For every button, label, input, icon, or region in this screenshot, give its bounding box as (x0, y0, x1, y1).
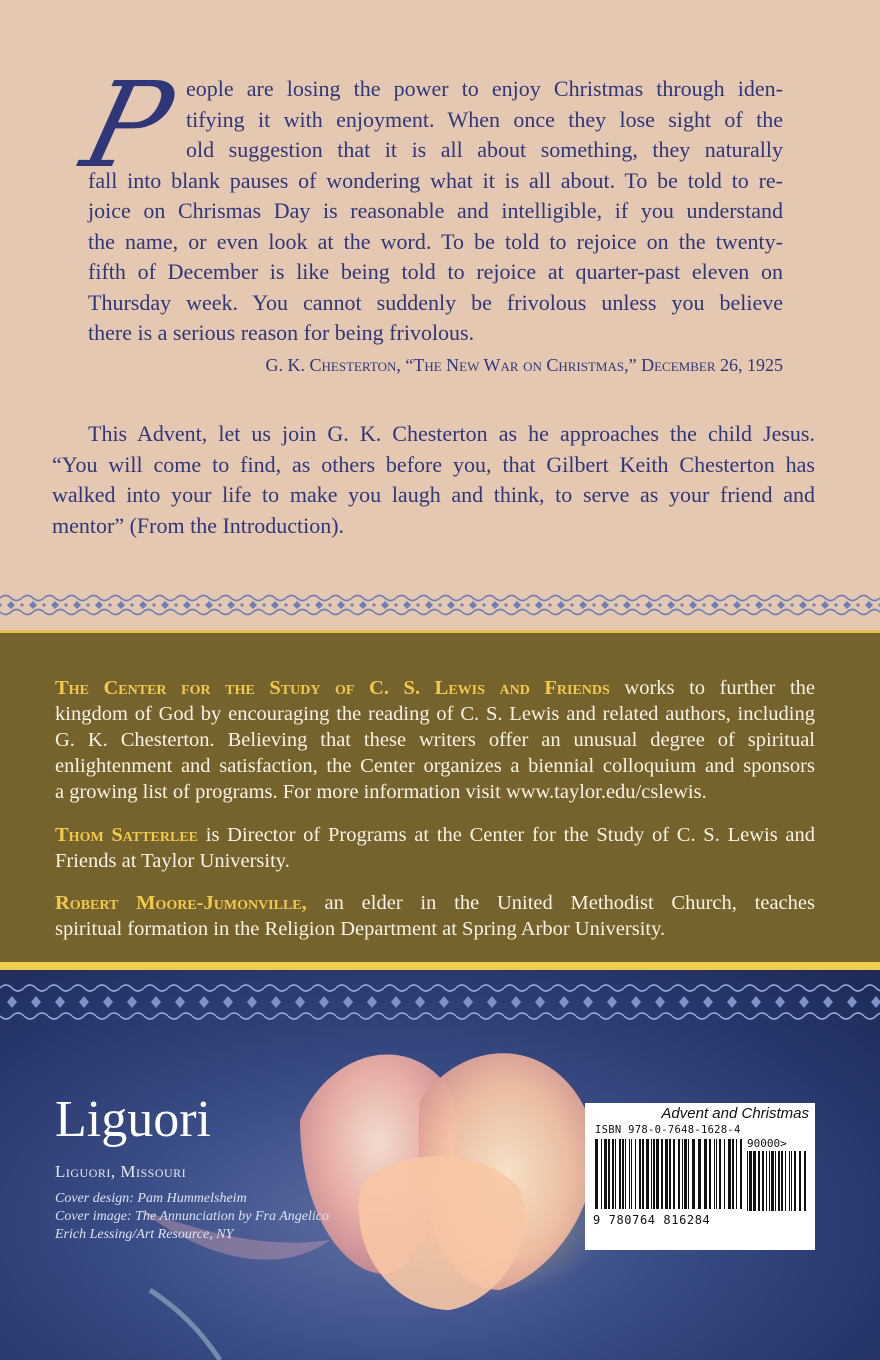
barcode-bar (775, 1151, 776, 1211)
quote-attribution: G. K. Chesterton, “The New War on Christmas,” December 26, 1925 (265, 355, 783, 375)
barcode-bar (762, 1151, 764, 1211)
barcode-bar (732, 1139, 734, 1209)
barcode-bar (769, 1151, 770, 1211)
bio-line: spiritual formation in the Religion Department at Spring Arbor University. (55, 918, 666, 940)
barcode-bar (714, 1139, 715, 1209)
barcode-bar (669, 1139, 671, 1209)
barcode-bar (698, 1139, 701, 1209)
barcode-bar (704, 1139, 707, 1209)
barcode-bar (646, 1139, 649, 1209)
bio-text: is Director of Programs at the Center for the Study of C. S. Lewis and (198, 824, 816, 846)
barcode-bar (619, 1139, 621, 1209)
barcode-bar (595, 1139, 598, 1209)
credit-line: Cover design: Pam Hummelsheim (55, 1191, 247, 1206)
barcode-number: 9 780764 816284 (593, 1213, 711, 1227)
quote-section (0, 0, 880, 590)
barcode-bar (758, 1151, 760, 1211)
barcode-bar (728, 1139, 731, 1209)
quote-line: tifying it with enjoyment. When once they lose sight of the (186, 106, 783, 132)
barcode-bar (766, 1151, 767, 1211)
cover-credits (55, 1190, 329, 1244)
barcode-bar (747, 1151, 748, 1211)
barcode-panel (585, 1103, 815, 1250)
ornament-pattern (0, 590, 880, 620)
barcode-bar (799, 1151, 801, 1211)
barcode-bar (740, 1139, 742, 1209)
isbn-barcode (595, 1139, 743, 1213)
isbn-text: ISBN 978-0-7648-1628-4 (595, 1124, 741, 1136)
credit-line: Cover image: The Annunciation by Fra Angelico (55, 1209, 329, 1224)
barcode-bar (682, 1139, 683, 1209)
barcode-bar (692, 1139, 695, 1209)
quote-text (88, 74, 783, 349)
barcode-bar (608, 1139, 610, 1209)
bio-line: a growing list of programs. For more information visit www.taylor.edu/cslewis. (55, 781, 707, 803)
barcode-bar (612, 1139, 614, 1209)
bio-line: kingdom of God by encouraging the reading of C. S. Lewis and related authors, including (55, 703, 815, 725)
barcode-bar (791, 1151, 792, 1211)
barcode-bar (629, 1139, 630, 1209)
barcode-title: Advent and Christmas (661, 1105, 809, 1122)
bio-robert-moore-jumonville (55, 890, 815, 942)
author-bios-section (0, 630, 880, 970)
barcode-bar (688, 1139, 689, 1209)
quote-line: fifth of December is like being told to rejoice at quarter-past eleven on (88, 259, 783, 284)
barcode-bar (724, 1139, 725, 1209)
barcode-bar (781, 1151, 783, 1211)
barcode-bar (778, 1151, 780, 1211)
barcode-bar (716, 1139, 717, 1209)
quote-line: fall into blank pauses of wondering what it is all about. To be told to re- (88, 167, 783, 193)
barcode-bar (615, 1139, 616, 1209)
bio-line: Friends at Taylor University. (55, 850, 290, 872)
barcode-bar (635, 1139, 636, 1209)
bio-text: works to further the (609, 677, 815, 699)
barcode-area (589, 1139, 811, 1231)
barcode-bar (651, 1139, 652, 1209)
barcode-bar (653, 1139, 655, 1209)
quote-line: joice on Chrismas Day is reasonable and intelligible, if you understand (88, 198, 783, 223)
intro-line: mentor” (From the Introduction). (52, 512, 345, 538)
quote-line: the name, or even look at the word. To be told to rejoice on the twenty- (88, 228, 783, 254)
bio-name: The Center for the Study of C. S. Lewis and Friends (55, 677, 610, 699)
barcode-bar (719, 1139, 721, 1209)
bio-thom-satterlee (55, 822, 815, 874)
barcode-bar (639, 1139, 641, 1209)
barcode-bar (771, 1151, 774, 1211)
intro-line: “You will come to find, as others before you, that Gilbert Keith Chesterton has (52, 451, 815, 477)
publisher-logo: Liguori (55, 1091, 211, 1148)
bio-line: G. K. Chesterton. Believing that these writers offer an unusual degree of spiritual (55, 729, 815, 751)
barcode-bar (604, 1139, 607, 1209)
intro-paragraph (52, 419, 815, 541)
barcode-bar (673, 1139, 675, 1209)
bio-line (55, 675, 815, 701)
quote-line: old suggestion that it is all about something, they naturally (186, 137, 783, 162)
barcode-bar (684, 1139, 687, 1209)
barcode-bar (601, 1139, 602, 1209)
publisher-location: Liguori, Missouri (55, 1162, 187, 1181)
bio-line (55, 822, 815, 848)
intro-line: This Advent, let us join G. K. Chesterton as he approaches the child Jesus. (88, 421, 815, 446)
bio-center-lewis (55, 675, 815, 805)
bio-line (55, 890, 815, 916)
barcode-bar (656, 1139, 659, 1209)
intro-line: walked into your life to make you laugh and think, to serve as your friend and (52, 482, 815, 507)
barcode-bar (661, 1139, 663, 1209)
bio-name: Thom Satterlee (55, 824, 199, 846)
quote-line: Thursday week. You cannot suddenly be frivolous unless you believe (88, 289, 783, 315)
barcode-bar (709, 1139, 711, 1209)
barcode-bar (642, 1139, 644, 1209)
barcode-bar (622, 1139, 624, 1209)
bio-text: an elder in the United Methodist Church, teaches (306, 892, 815, 914)
barcode-bar (794, 1151, 796, 1211)
barcode-bar (804, 1151, 806, 1211)
barcode-bar (753, 1151, 756, 1211)
bio-line: enlightenment and satisfaction, the Center organizes a biennial colloquium and sponsors (55, 755, 815, 777)
barcode-bar (785, 1151, 786, 1211)
quote-line: there is a serious reason for being frivolous. (88, 320, 475, 345)
decorative-border (0, 590, 880, 620)
bio-name: Robert Moore-Jumonville, (55, 892, 307, 914)
barcode-bar (789, 1151, 790, 1211)
quote-line: eople are losing the power to enjoy Christmas through iden- (186, 76, 783, 101)
barcode-bar (665, 1139, 668, 1209)
barcode-bar (749, 1151, 752, 1211)
price-addon-barcode (747, 1151, 809, 1213)
credit-line: Erich Lessing/Art Resource, NY (55, 1227, 234, 1242)
barcode-bar (678, 1139, 680, 1209)
barcode-bar (631, 1139, 632, 1209)
barcode-bar (736, 1139, 737, 1209)
chesterton-quote (70, 56, 783, 349)
barcode-bar (625, 1139, 626, 1209)
drop-cap: P (70, 56, 185, 194)
barcode-addon-number: 90000> (747, 1137, 787, 1150)
